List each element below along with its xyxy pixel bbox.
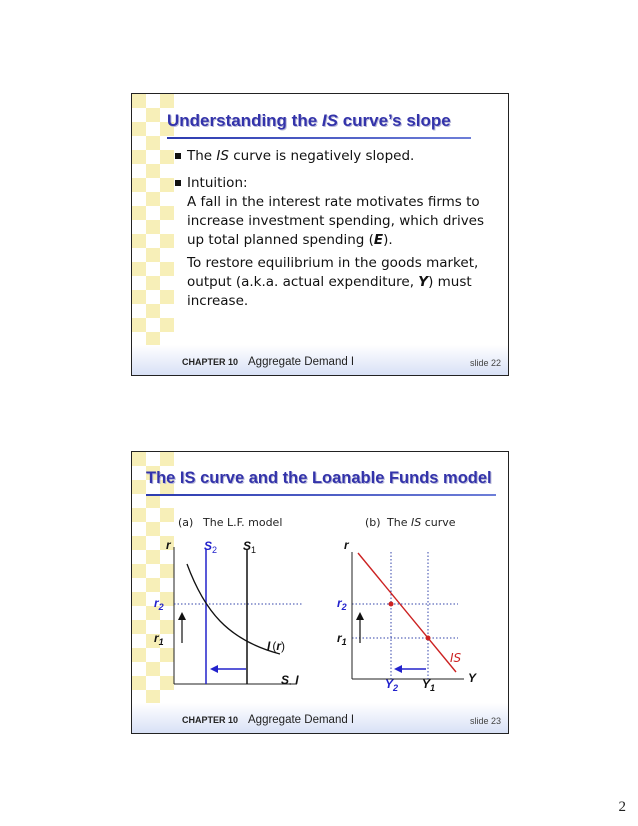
- panel-b-caption-prefix: (b): [365, 516, 381, 529]
- panel-a-x-label: S, I: [281, 673, 299, 687]
- bullet-square-icon: [175, 180, 181, 186]
- bullet-item: Intuition:: [173, 174, 503, 193]
- footer-slide-number: slide 22: [469, 358, 501, 368]
- y2-label: $Y_2$: [385, 677, 399, 693]
- bullet-square-icon: [175, 153, 181, 159]
- footer-slide-number: slide 23: [469, 716, 501, 726]
- slide-title: The IS curve and the Loanable Funds model: [146, 469, 492, 487]
- panel-b-r2-label: $r_2$: [337, 596, 347, 612]
- is-point-r1: [426, 636, 431, 641]
- slide-body: [173, 147, 503, 311]
- is-curve-label: IS: [450, 651, 462, 665]
- is-curve: [358, 553, 456, 672]
- slide-23: [131, 451, 509, 734]
- s1-label: $S_1$: [243, 539, 257, 555]
- slide-footer: [132, 703, 508, 733]
- footer-title: Aggregate Demand I: [248, 714, 355, 726]
- panel-a-r1-label: $r_1$: [154, 631, 164, 647]
- panel-b-caption: The IS curve: [387, 516, 456, 529]
- panel-b-x-label: Y: [468, 671, 477, 685]
- page-number: 2: [618, 799, 626, 815]
- title-underline: [167, 137, 471, 139]
- is-point-r2: [389, 602, 394, 607]
- footer-chapter: CHAPTER 10: [182, 715, 239, 725]
- slide-title: Understanding the IS curve’s slope: [167, 111, 451, 130]
- panel-a-y-label: r: [166, 538, 171, 552]
- investment-curve-label: I (r): [267, 639, 286, 653]
- panel-b-y-label: r: [344, 538, 349, 552]
- footer-title: Aggregate Demand I: [248, 356, 355, 368]
- slide-footer: [132, 345, 508, 375]
- y1-label: $Y_1$: [422, 677, 436, 693]
- panel-a-caption: The L.F. model: [203, 516, 283, 529]
- slide-22: [131, 93, 509, 376]
- panel-a-caption-prefix: (a): [178, 516, 194, 529]
- paragraph: To restore equilibrium in the goods market, output (a.k.a. actual expenditure, Y) must increase.: [187, 255, 479, 309]
- panel-a-r2-label: $r_2$: [154, 596, 164, 612]
- footer-chapter: CHAPTER 10: [182, 357, 239, 367]
- paragraph: A fall in the interest rate motivates firms to increase investment spending, which drives up total planned spending (E).: [187, 194, 485, 248]
- bullet-item: The IS curve is negatively sloped.: [173, 147, 503, 166]
- s2-label: $S_2$: [204, 539, 218, 555]
- lf-is-graphs: [132, 452, 508, 733]
- panel-b-r1-label: $r_1$: [337, 631, 347, 647]
